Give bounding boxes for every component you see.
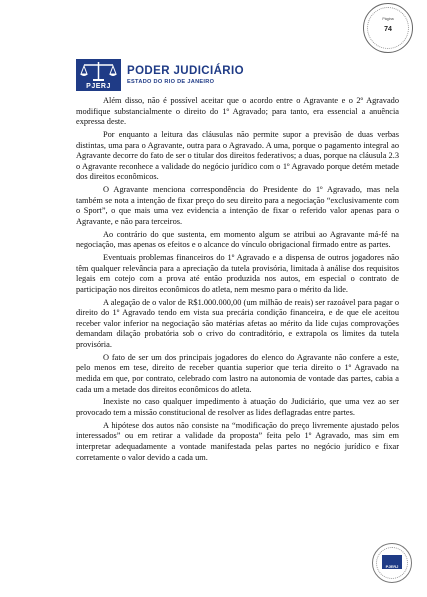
court-seal: [372, 543, 412, 583]
logo-text: PJERJ: [86, 83, 111, 90]
paragraph: O fato de ser um dos principais jogadores do elenco do Agravante não confere a este, pelo menos em tese, direito de receber quantia superior que teria direito o 1º Agravado na medida em que, por contrato, celebrado com lastro na autonomia de vontade das partes, cabia a cada um a metade dos direitos econômicos do atleta.: [76, 352, 399, 394]
paragraph: A hipótese dos autos não consiste na “modificação do preço livremente ajustado pelos interessados” ou em retirar a validade da proposta” feita pelo 1º Agravado, mas sim em interpretar adequadamente a vontade manifestada pelas partes no negócio jurídico e fixar corretamente o valor devido a cada um.: [76, 420, 399, 462]
pjerj-logo: [76, 59, 121, 91]
header-title: PODER JUDICIÁRIO: [127, 64, 244, 77]
document-header: [76, 58, 244, 92]
seal-logo: [382, 555, 402, 569]
header-text: [127, 65, 244, 86]
paragraph: A alegação de o valor de R$1.000.000,00 (um milhão de reais) ser razoável para pagar o direito do 1º Agravado tendo em vista sua precária condição financeira, e de que ele aceitou receber valor inferior na negociação são matérias afetas ao mérito da lide cujas comprovações demandam dilação probatória sob o crivo do contraditório, e extrapola os limites da tutela provisória.: [76, 297, 399, 349]
paragraph: O Agravante menciona correspondência do Presidente do 1º Agravado, mas nela também se nota a intenção de fixar preço do seu direito para a negociação “exclusivamente com o Sport”, o que mais uma vez evidencia a intenção de fixar o referido valor apenas para o Agravante, e não para terceiros.: [76, 185, 399, 226]
paragraph: Por enquanto a leitura das cláusulas não permite supor a previsão de duas verbas distintas, uma para o Agravante, outra para o Agravado. A uma, porque o pagamento integral ao Agravante decorre do fato de ser o titular dos direitos federativos; a duas, porque na cláusula 2.3 o Agravante reconhece a validade do negócio jurídico com o 1º Agravado porque detém metade dos direitos econômicos.: [76, 129, 399, 182]
page-number-stamp: [363, 3, 413, 53]
paragraph: Inexiste no caso qualquer impedimento à atuação do Judiciário, que uma vez ao ser provocado tem a missão constitucional de resolver as lides deflagradas entre partes.: [76, 397, 399, 417]
page-number: 74: [384, 26, 392, 33]
seal-text: PJERJ: [385, 564, 399, 569]
stamp-label: Página: [382, 17, 394, 21]
paragraph: Eventuais problemas financeiros do 1º Agravado e a dispensa de outros jogadores não têm qualquer relevância para a apreciação da tutela provisória, limitada à análise dos requisitos legais em cotejo com a prova até então produzida nos autos, em especial o contrato de participação nos direitos econômicos do atleta, nem mesmo para o mérito da lide.: [76, 253, 399, 294]
document-body: [76, 96, 399, 465]
paragraph: Além disso, não é possível aceitar que o acordo entre o Agravante e o 2º Agravado modifique substancialmente o direito do 1º Agravado; para tanto, era essencial a anuência expressa deste.: [76, 96, 399, 127]
header-subtitle: ESTADO DO RIO DE JANEIRO: [127, 78, 215, 85]
paragraph: Ao contrário do que sustenta, em momento algum se atribui ao Agravante má-fé na negociação, mas apenas os efeitos e o alcance do vínculo obrigacional firmado entre as partes.: [76, 229, 399, 250]
